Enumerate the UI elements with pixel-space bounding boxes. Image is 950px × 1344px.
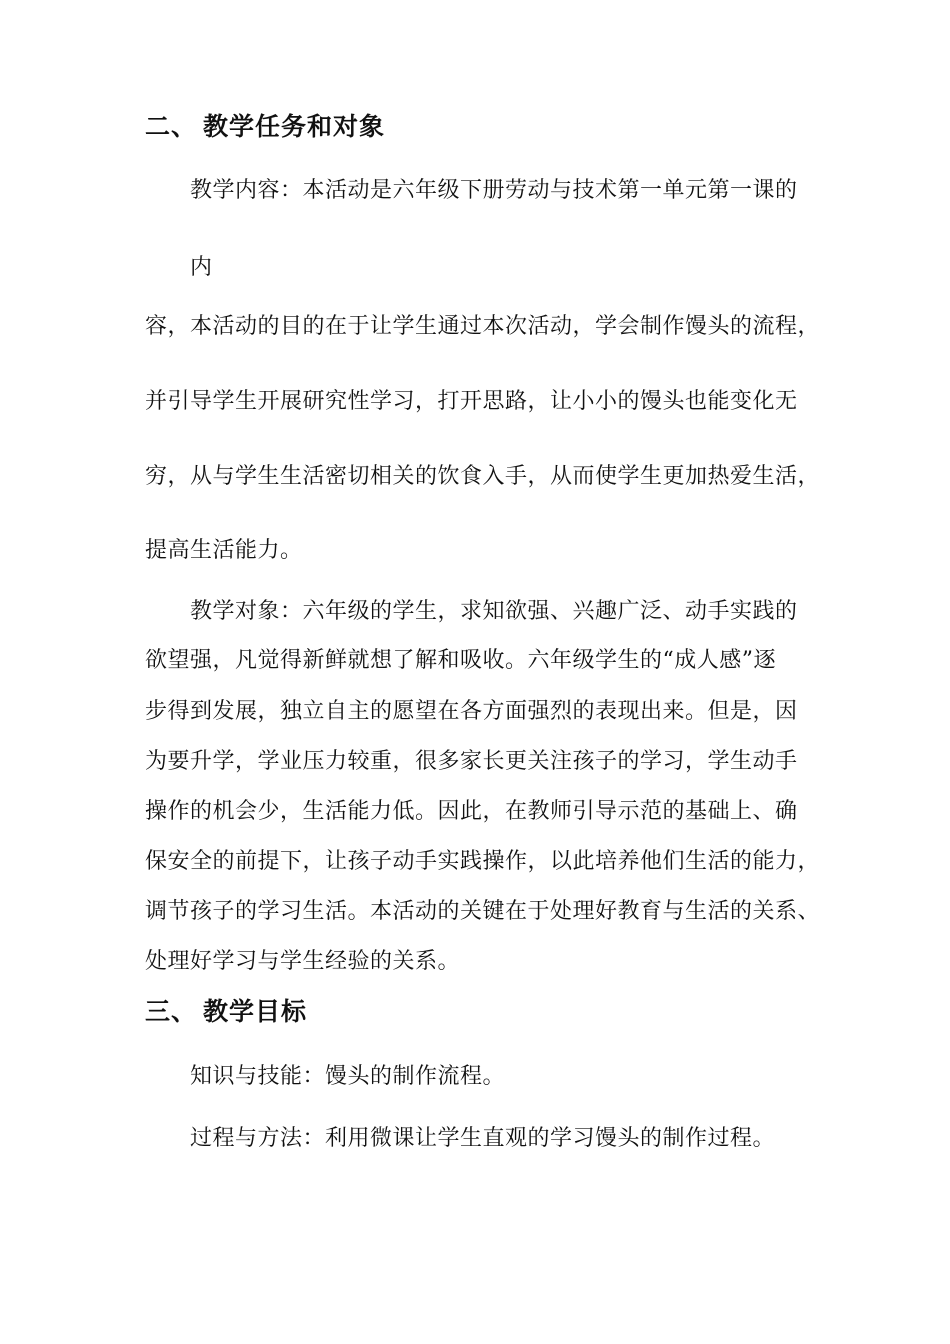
section-title: 教学目标	[203, 997, 308, 1026]
paragraph-line: 为要升学，学业压力较重，很多家长更关注孩子的学习，学生动手	[145, 749, 798, 774]
paragraph-line: 保安全的前提下，让孩子动手实践操作，以此培养他们生活的能力，	[145, 849, 821, 874]
section-heading-3	[145, 997, 307, 1027]
paragraph-line: 内	[190, 255, 213, 280]
paragraph-line: 欲望强，凡觉得新鲜就想了解和吸收。六年级学生的“成人感”逐	[145, 648, 776, 673]
paragraph-line: 处理好学习与学生经验的关系。	[145, 949, 461, 974]
section-number: 二、	[145, 112, 198, 141]
section-heading-2	[145, 112, 385, 142]
paragraph-line: 步得到发展，独立自主的愿望在各方面强烈的表现出来。但是，因	[145, 699, 798, 724]
paragraph-line: 容，本活动的目的在于让学生通过本次活动，学会制作馒头的流程，	[145, 314, 821, 339]
goal-process: 过程与方法：利用微课让学生直观的学习馒头的制作过程。	[190, 1126, 776, 1151]
paragraph-line: 提高生活能力。	[145, 538, 303, 563]
paragraph-line: 并引导学生开展研究性学习，打开思路，让小小的馒头也能变化无	[145, 389, 798, 414]
paragraph-line: 教学对象：六年级的学生，求知欲强、兴趣广泛、动手实践的	[190, 599, 798, 624]
goal-knowledge: 知识与技能：馒头的制作流程。	[190, 1064, 506, 1089]
paragraph-line: 教学内容：本活动是六年级下册劳动与技术第一单元第一课的	[190, 178, 798, 203]
paragraph-line: 穷，从与学生生活密切相关的饮食入手，从而使学生更加热爱生活，	[145, 464, 821, 489]
paragraph-line: 调节孩子的学习生活。本活动的关键在于处理好教育与生活的关系、	[145, 899, 821, 924]
section-title: 教学任务和对象	[203, 112, 386, 141]
paragraph-line: 操作的机会少，生活能力低。因此，在教师引导示范的基础上、确	[145, 799, 798, 824]
section-number: 三、	[145, 997, 198, 1026]
